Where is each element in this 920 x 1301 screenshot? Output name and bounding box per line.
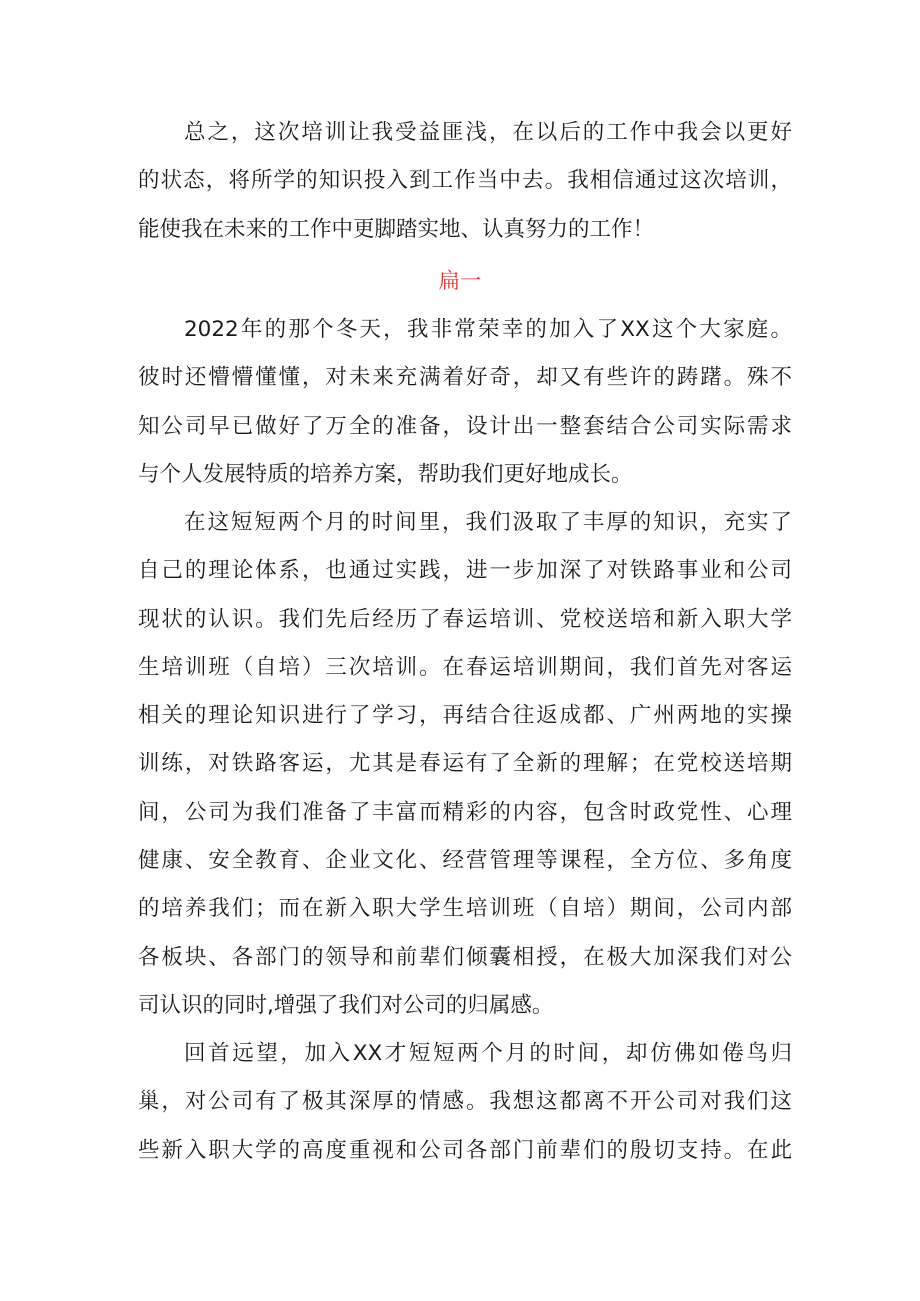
text-line: 生培训班（自培）三次培训。在春运培训期间，我们首先对客运: [138, 654, 792, 680]
text-line: 健康、安全教育、企业文化、经营管理等课程，全方位、多角度: [138, 848, 792, 874]
text-line: 相关的理论知识进行了学习，再结合往返成都、广州两地的实操: [138, 703, 792, 729]
text-line: 司认识的同时,增强了我们对公司的归属感。: [138, 992, 554, 1018]
text-line: 总之，这次培训让我受益匪浅，在以后的工作中我会以更好: [184, 120, 792, 145]
text-line: 在这短短两个月的时间里，我们汲取了丰厚的知识，充实了: [184, 510, 792, 535]
section-heading: 扁一: [438, 269, 482, 294]
text-line: 间，公司为我们准备了丰富而精彩的内容，包含时政党性、心理: [138, 799, 792, 825]
text-line: 现状的认识。我们先后经历了春运培训、党校送培和新入职大学: [138, 606, 792, 632]
paragraph-conclusion: [138, 109, 792, 254]
paragraph-reflection: [138, 1030, 792, 1175]
text-line: 回首远望，加入XX才短短两个月的时间，却仿佛如倦鸟归: [184, 1041, 792, 1066]
text-line: 能使我在未来的工作中更脚踏实地、认真努力的工作！: [138, 216, 655, 242]
text-line: 2022年的那个冬天，我非常荣幸的加入了XX这个大家庭。: [184, 317, 792, 342]
text-line: 训练，对铁路客运，尤其是春运有了全新的理解；在党校送培期: [138, 751, 792, 777]
text-line: 巢，对公司有了极其深厚的情感。我想这都离不开公司对我们这: [138, 1089, 792, 1115]
text-line: 各板块、各部门的领导和前辈们倾囊相授，在极大加深我们对公: [138, 944, 792, 970]
paragraph-training: [138, 499, 792, 1030]
text-line: 知公司早已做好了万全的准备，设计出一整套结合公司实际需求: [138, 413, 792, 439]
text-line: 的培养我们；而在新入职大学生培训班（自培）期间，公司内部: [138, 896, 792, 922]
text-line: 与个人发展特质的培养方案，帮助我们更好地成长。: [138, 461, 633, 487]
text-line: 的状态，将所学的知识投入到工作当中去。我相信通过这次培训，: [138, 168, 792, 194]
text-line: 彼时还懵懵懂懂，对未来充满着好奇，却又有些许的踌躇。殊不: [138, 365, 792, 391]
text-line: 些新入职大学的高度重视和公司各部门前辈们的殷切支持。在此: [138, 1137, 792, 1163]
paragraph-intro: [138, 306, 792, 499]
text-line: 自己的理论体系，也通过实践，进一步加深了对铁路事业和公司: [138, 558, 792, 584]
